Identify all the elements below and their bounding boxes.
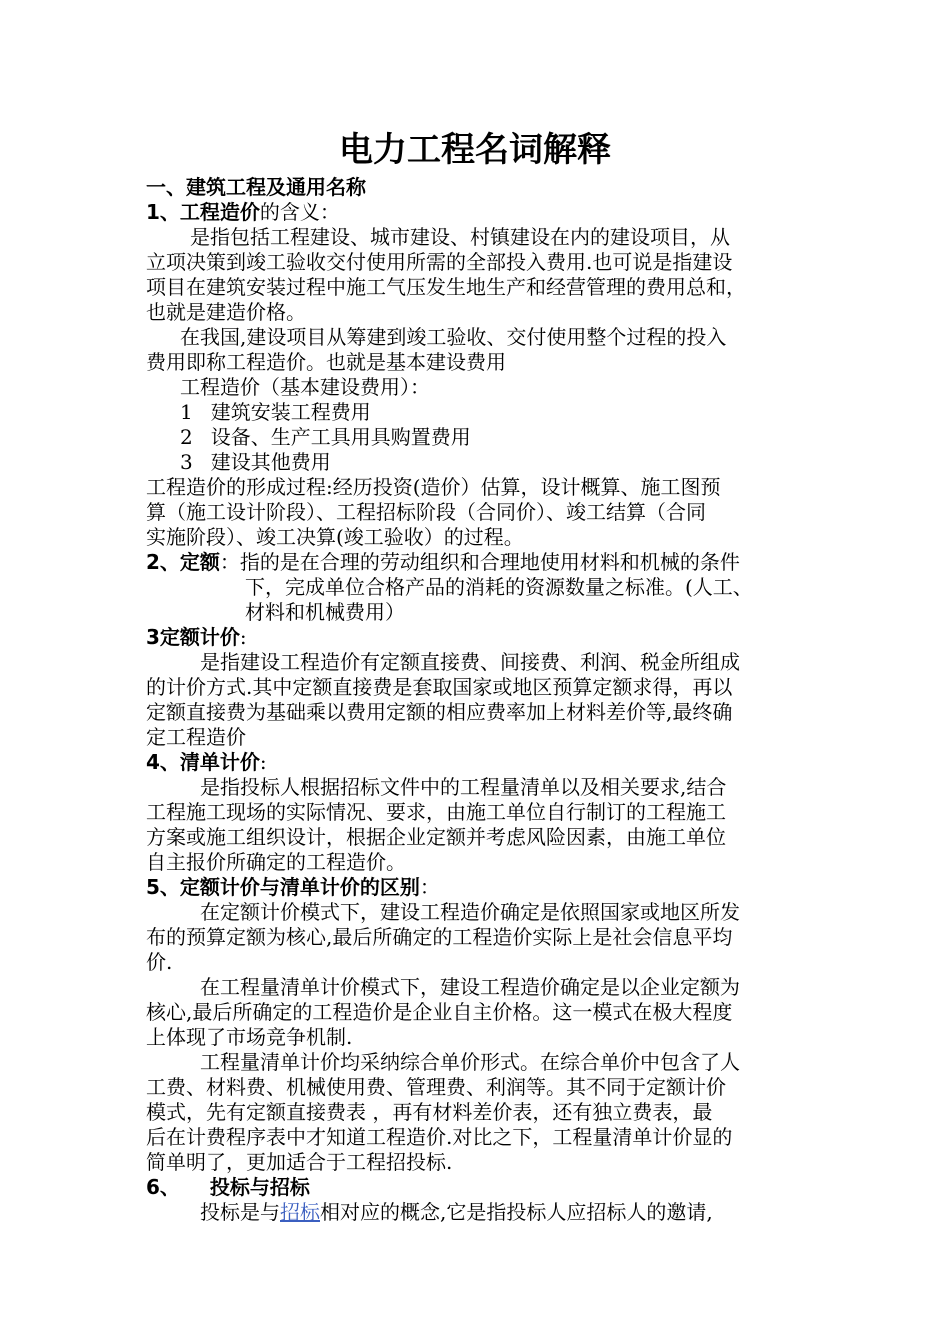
paragraph-line: 下，完成单位合格产品的消耗的资源数量之标准。(人工、	[245, 575, 753, 599]
list-item	[180, 425, 471, 450]
section-heading: 一、建筑工程及通用名称	[146, 175, 366, 199]
paragraph-line: 上体现了市场竞争机制.	[146, 1025, 353, 1049]
term-label: 投标与招标	[209, 1175, 310, 1199]
paragraph-line: 后在计费程序表中才知道工程造价.对比之下，工程量清单计价显的	[146, 1125, 733, 1149]
paragraph-line: 工程造价（基本建设费用）：	[180, 375, 430, 399]
term-number: 1、	[146, 200, 180, 224]
list-text: 建设其他费用	[210, 450, 331, 474]
paragraph-line: 在工程量清单计价模式下，建设工程造价确定是以企业定额为	[200, 975, 740, 999]
text-after-link: 相对应的概念,它是指投标人应招标人的邀请,	[320, 1200, 713, 1224]
paragraph-line: 项目在建筑安装过程中施工气压发生地生产和经营管理的费用总和，	[146, 275, 746, 299]
paragraph-line: 在定额计价模式下，建设工程造价确定是依照国家或地区所发	[200, 900, 740, 924]
paragraph-line: 核心,最后所确定的工程造价是企业自主价格。这一模式在极大程度	[146, 1000, 733, 1024]
paragraph-line: 材料和机械费用）	[245, 600, 405, 624]
paragraph-line: 模式，先有定额直接费表 ，再有材料差价表，还有独立费表，最	[146, 1100, 713, 1124]
paragraph-line: 简单明了，更加适合于工程招投标.	[146, 1150, 453, 1174]
paragraph-line: 算（施工设计阶段）、工程招标阶段（合同价）、竣工结算（合同	[146, 500, 706, 524]
term-suffix: ：	[419, 875, 440, 899]
paragraph-line: 的计价方式.其中定额直接费是套取国家或地区预算定额求得，再以	[146, 675, 733, 699]
list-text: 设备、生产工具用具购置费用	[210, 425, 471, 449]
paragraph-line: 是指投标人根据招标文件中的工程量清单以及相关要求,结合	[200, 775, 727, 799]
term-label: 5、定额计价与清单计价的区别	[146, 875, 420, 899]
term-suffix: 的含义：	[259, 200, 340, 224]
text-before-link: 投标是与	[200, 1200, 280, 1224]
document-title: 电力工程名词解释	[339, 130, 611, 170]
paragraph-line	[200, 1200, 713, 1225]
paragraph-line: 也就是建造价格。	[146, 300, 306, 324]
paragraph-line: 工程量清单计价均采纳综合单价形式。在综合单价中包含了人	[200, 1050, 740, 1074]
term-suffix: :	[239, 625, 247, 649]
paragraph-line: 工程造价的形成过程:经历投资(造价）估算，设计概算、施工图预	[146, 475, 721, 499]
term-label: 4、清单计价	[146, 750, 260, 774]
list-number: 1	[180, 400, 193, 424]
term-heading-4	[146, 750, 267, 775]
list-text: 建筑安装工程费用	[210, 400, 371, 424]
paragraph-line: 工程施工现场的实际情况、要求，由施工单位自行制订的工程施工	[146, 800, 726, 824]
paragraph-line: 是指包括工程建设、城市建设、村镇建设在内的建设项目，从	[190, 225, 730, 249]
paragraph-line: 工费、材料费、机械使用费、管理费、利润等。其不同于定额计价	[146, 1075, 726, 1099]
term-heading-1	[146, 200, 340, 225]
paragraph-line: 自主报价所确定的工程造价。	[146, 850, 406, 874]
term-suffix: :	[259, 750, 267, 774]
paragraph-line: 布的预算定额为核心,最后所确定的工程造价实际上是社会信息平均	[146, 925, 733, 949]
paragraph-line: 定额直接费为基础乘以费用定额的相应费率加上材料差价等,最终确	[146, 700, 733, 724]
paragraph-line: 在我国,建设项目从筹建到竣工验收、交付使用整个过程的投入	[180, 325, 727, 349]
list-number: 3	[180, 450, 193, 474]
list-item	[180, 450, 331, 475]
paragraph-line: 是指建设工程造价有定额直接费、间接费、利润、税金所组成	[200, 650, 740, 674]
list-item	[180, 400, 371, 425]
term-label: 3定额计价	[146, 625, 240, 649]
term-heading-2	[146, 550, 740, 575]
term-definition: ：指的是在合理的劳动组织和合理地使用材料和机械的条件	[219, 550, 740, 574]
paragraph-line: 价.	[146, 950, 173, 974]
paragraph-line: 立项决策到竣工验收交付使用所需的全部投入费用.也可说是指建设	[146, 250, 733, 274]
term-heading-3	[146, 625, 247, 650]
paragraph-line: 方案或施工组织设计，根据企业定额并考虑风险因素，由施工单位	[146, 825, 726, 849]
term-label: 工程造价	[179, 200, 260, 224]
term-heading-5	[146, 875, 440, 900]
paragraph-line: 费用即称工程造价。也就是基本建设费用	[146, 350, 506, 374]
list-number: 2	[180, 425, 193, 449]
paragraph-line: 实施阶段）、竣工决算(竣工验收）的过程。	[146, 525, 524, 549]
zhaobiao-link[interactable]: 招标	[280, 1200, 320, 1224]
term-label: 2、定额	[146, 550, 220, 574]
paragraph-line: 定工程造价	[146, 725, 246, 749]
term-heading-6	[146, 1175, 310, 1200]
term-number: 6、	[146, 1175, 180, 1199]
